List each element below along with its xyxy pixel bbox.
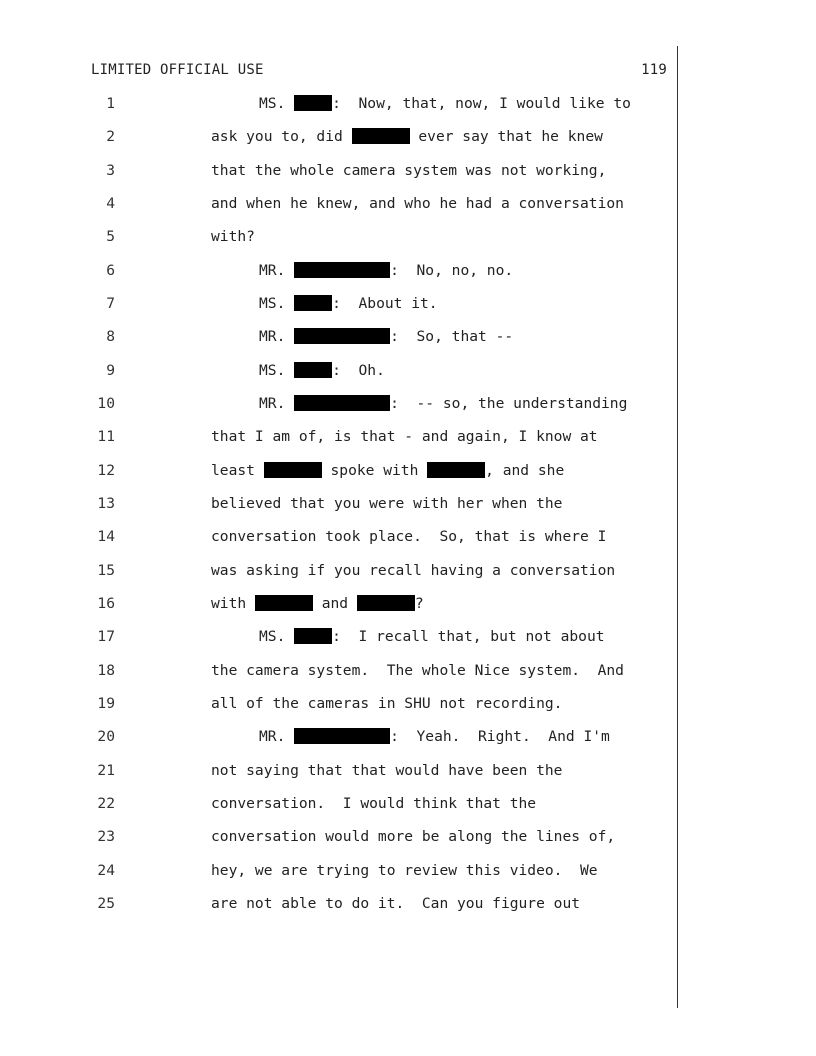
text-segment: : About it. (332, 294, 438, 312)
line-text (211, 595, 424, 612)
text-segment: MS. (259, 294, 295, 312)
line-text (259, 628, 605, 645)
redaction-box (264, 462, 322, 478)
line-number: 5 (106, 228, 115, 246)
line-text (211, 762, 562, 779)
line-number: 13 (97, 494, 115, 512)
text-segment: MR. (259, 394, 295, 412)
text-segment: MS. (259, 628, 295, 646)
line-number: 23 (97, 828, 115, 846)
line-text (211, 195, 624, 212)
line-text (211, 462, 564, 479)
line-text (259, 728, 610, 745)
text-segment: MR. (259, 328, 295, 346)
line-number: 11 (97, 428, 115, 446)
line-number: 3 (106, 161, 115, 179)
text-segment: was asking if you recall having a conversation (211, 561, 616, 579)
transcript-line (0, 728, 678, 750)
line-number: 2 (106, 128, 115, 146)
transcript-line (0, 195, 678, 217)
text-segment: conversation took place. So, that is where I (211, 528, 607, 546)
text-segment: : Now, that, now, I would like to (332, 95, 631, 112)
line-number: 9 (106, 361, 115, 379)
line-number: 14 (97, 528, 115, 546)
text-segment: and (312, 594, 357, 612)
line-text (259, 328, 513, 345)
redaction-box (294, 395, 390, 411)
classification-header: LIMITED OFFICIAL USE (91, 62, 264, 78)
line-text (211, 228, 255, 245)
transcript-line (0, 362, 678, 384)
line-number: 10 (97, 394, 115, 412)
redaction-box (255, 595, 313, 611)
transcript-line (0, 428, 678, 450)
text-segment: not saying that that would have been the (211, 761, 563, 779)
transcript-line (0, 862, 678, 884)
line-text (259, 95, 631, 112)
transcript-line (0, 595, 678, 617)
transcript-line (0, 695, 678, 717)
line-text (211, 162, 606, 179)
line-number: 20 (97, 728, 115, 746)
text-segment: MR. (259, 261, 295, 279)
transcript-line (0, 95, 678, 117)
line-text (211, 662, 624, 679)
text-segment: : I recall that, but not about (332, 628, 605, 646)
line-text (211, 528, 606, 545)
text-segment: : Oh. (332, 361, 385, 379)
text-segment: hey, we are trying to review this video. We (211, 861, 598, 879)
line-text (211, 695, 562, 712)
line-number: 1 (106, 95, 115, 112)
transcript-line (0, 128, 678, 150)
redaction-box (294, 362, 332, 378)
transcript-line (0, 395, 678, 417)
redaction-box (294, 628, 332, 644)
line-text (211, 128, 603, 145)
line-text (211, 562, 615, 579)
redaction-box (294, 295, 332, 311)
redaction-box (294, 262, 390, 278)
text-segment: believed that you were with her when the (211, 494, 563, 512)
text-segment: the camera system. The whole Nice system. And (211, 661, 624, 679)
transcript-line (0, 562, 678, 584)
line-number: 17 (97, 628, 115, 646)
text-segment: with? (211, 228, 255, 246)
text-segment: are not able to do it. Can you figure out (211, 894, 581, 912)
text-segment: MS. (259, 361, 295, 379)
redaction-box (294, 728, 390, 744)
line-text (259, 395, 627, 412)
line-text (211, 862, 598, 879)
redaction-box (294, 95, 332, 111)
transcript-line (0, 495, 678, 517)
transcript-line (0, 528, 678, 550)
line-text (259, 362, 385, 379)
line-number: 7 (106, 294, 115, 312)
text-segment: all of the cameras in SHU not recording. (211, 694, 563, 712)
transcript-line (0, 895, 678, 917)
text-segment: : Yeah. Right. And I'm (390, 728, 610, 746)
line-text (211, 795, 536, 812)
transcript-line (0, 462, 678, 484)
line-number: 18 (97, 661, 115, 679)
line-text (211, 828, 615, 845)
transcript-line (0, 762, 678, 784)
text-segment: with (211, 594, 255, 612)
line-text (211, 495, 562, 512)
text-segment: and when he knew, and who he had a conversation (211, 194, 624, 212)
line-number: 4 (106, 194, 115, 212)
line-text (259, 262, 513, 279)
line-text (211, 895, 580, 912)
text-segment: ever say that he knew (409, 128, 603, 146)
transcript-line (0, 228, 678, 250)
text-segment: least (211, 461, 264, 479)
text-segment: that I am of, is that - and again, I know at (211, 428, 598, 446)
text-segment: , and she (485, 461, 565, 479)
transcript-line (0, 828, 678, 850)
line-number: 12 (97, 461, 115, 479)
line-number: 24 (97, 861, 115, 879)
text-segment: spoke with (321, 461, 428, 479)
transcript-line (0, 795, 678, 817)
text-segment: : -- so, the understanding (390, 394, 628, 412)
text-segment: ask you to, did (211, 128, 352, 146)
line-number: 22 (97, 794, 115, 812)
line-number: 19 (97, 694, 115, 712)
text-segment: that the whole camera system was not working, (211, 161, 607, 179)
text-segment: ? (414, 594, 424, 612)
text-segment: : No, no, no. (390, 261, 514, 279)
transcript-line (0, 162, 678, 184)
line-number: 16 (97, 594, 115, 612)
page-number: 119 (641, 62, 667, 78)
text-segment: MR. (259, 728, 295, 746)
line-number: 15 (97, 561, 115, 579)
transcript-line (0, 262, 678, 284)
line-number: 25 (97, 894, 115, 912)
redaction-box (427, 462, 485, 478)
line-text (259, 295, 438, 312)
redaction-box (294, 328, 390, 344)
text-segment: MS. (259, 95, 295, 112)
line-number: 6 (106, 261, 115, 279)
redaction-box (357, 595, 415, 611)
line-number: 8 (106, 328, 115, 346)
transcript-line (0, 328, 678, 350)
text-segment: conversation would more be along the lines of, (211, 828, 616, 846)
line-number: 21 (97, 761, 115, 779)
transcript-line (0, 628, 678, 650)
text-segment: conversation. I would think that the (211, 794, 537, 812)
transcript-line (0, 295, 678, 317)
redaction-box (352, 128, 410, 144)
text-segment: : So, that -- (390, 328, 514, 346)
line-text (211, 428, 598, 445)
transcript-line (0, 662, 678, 684)
